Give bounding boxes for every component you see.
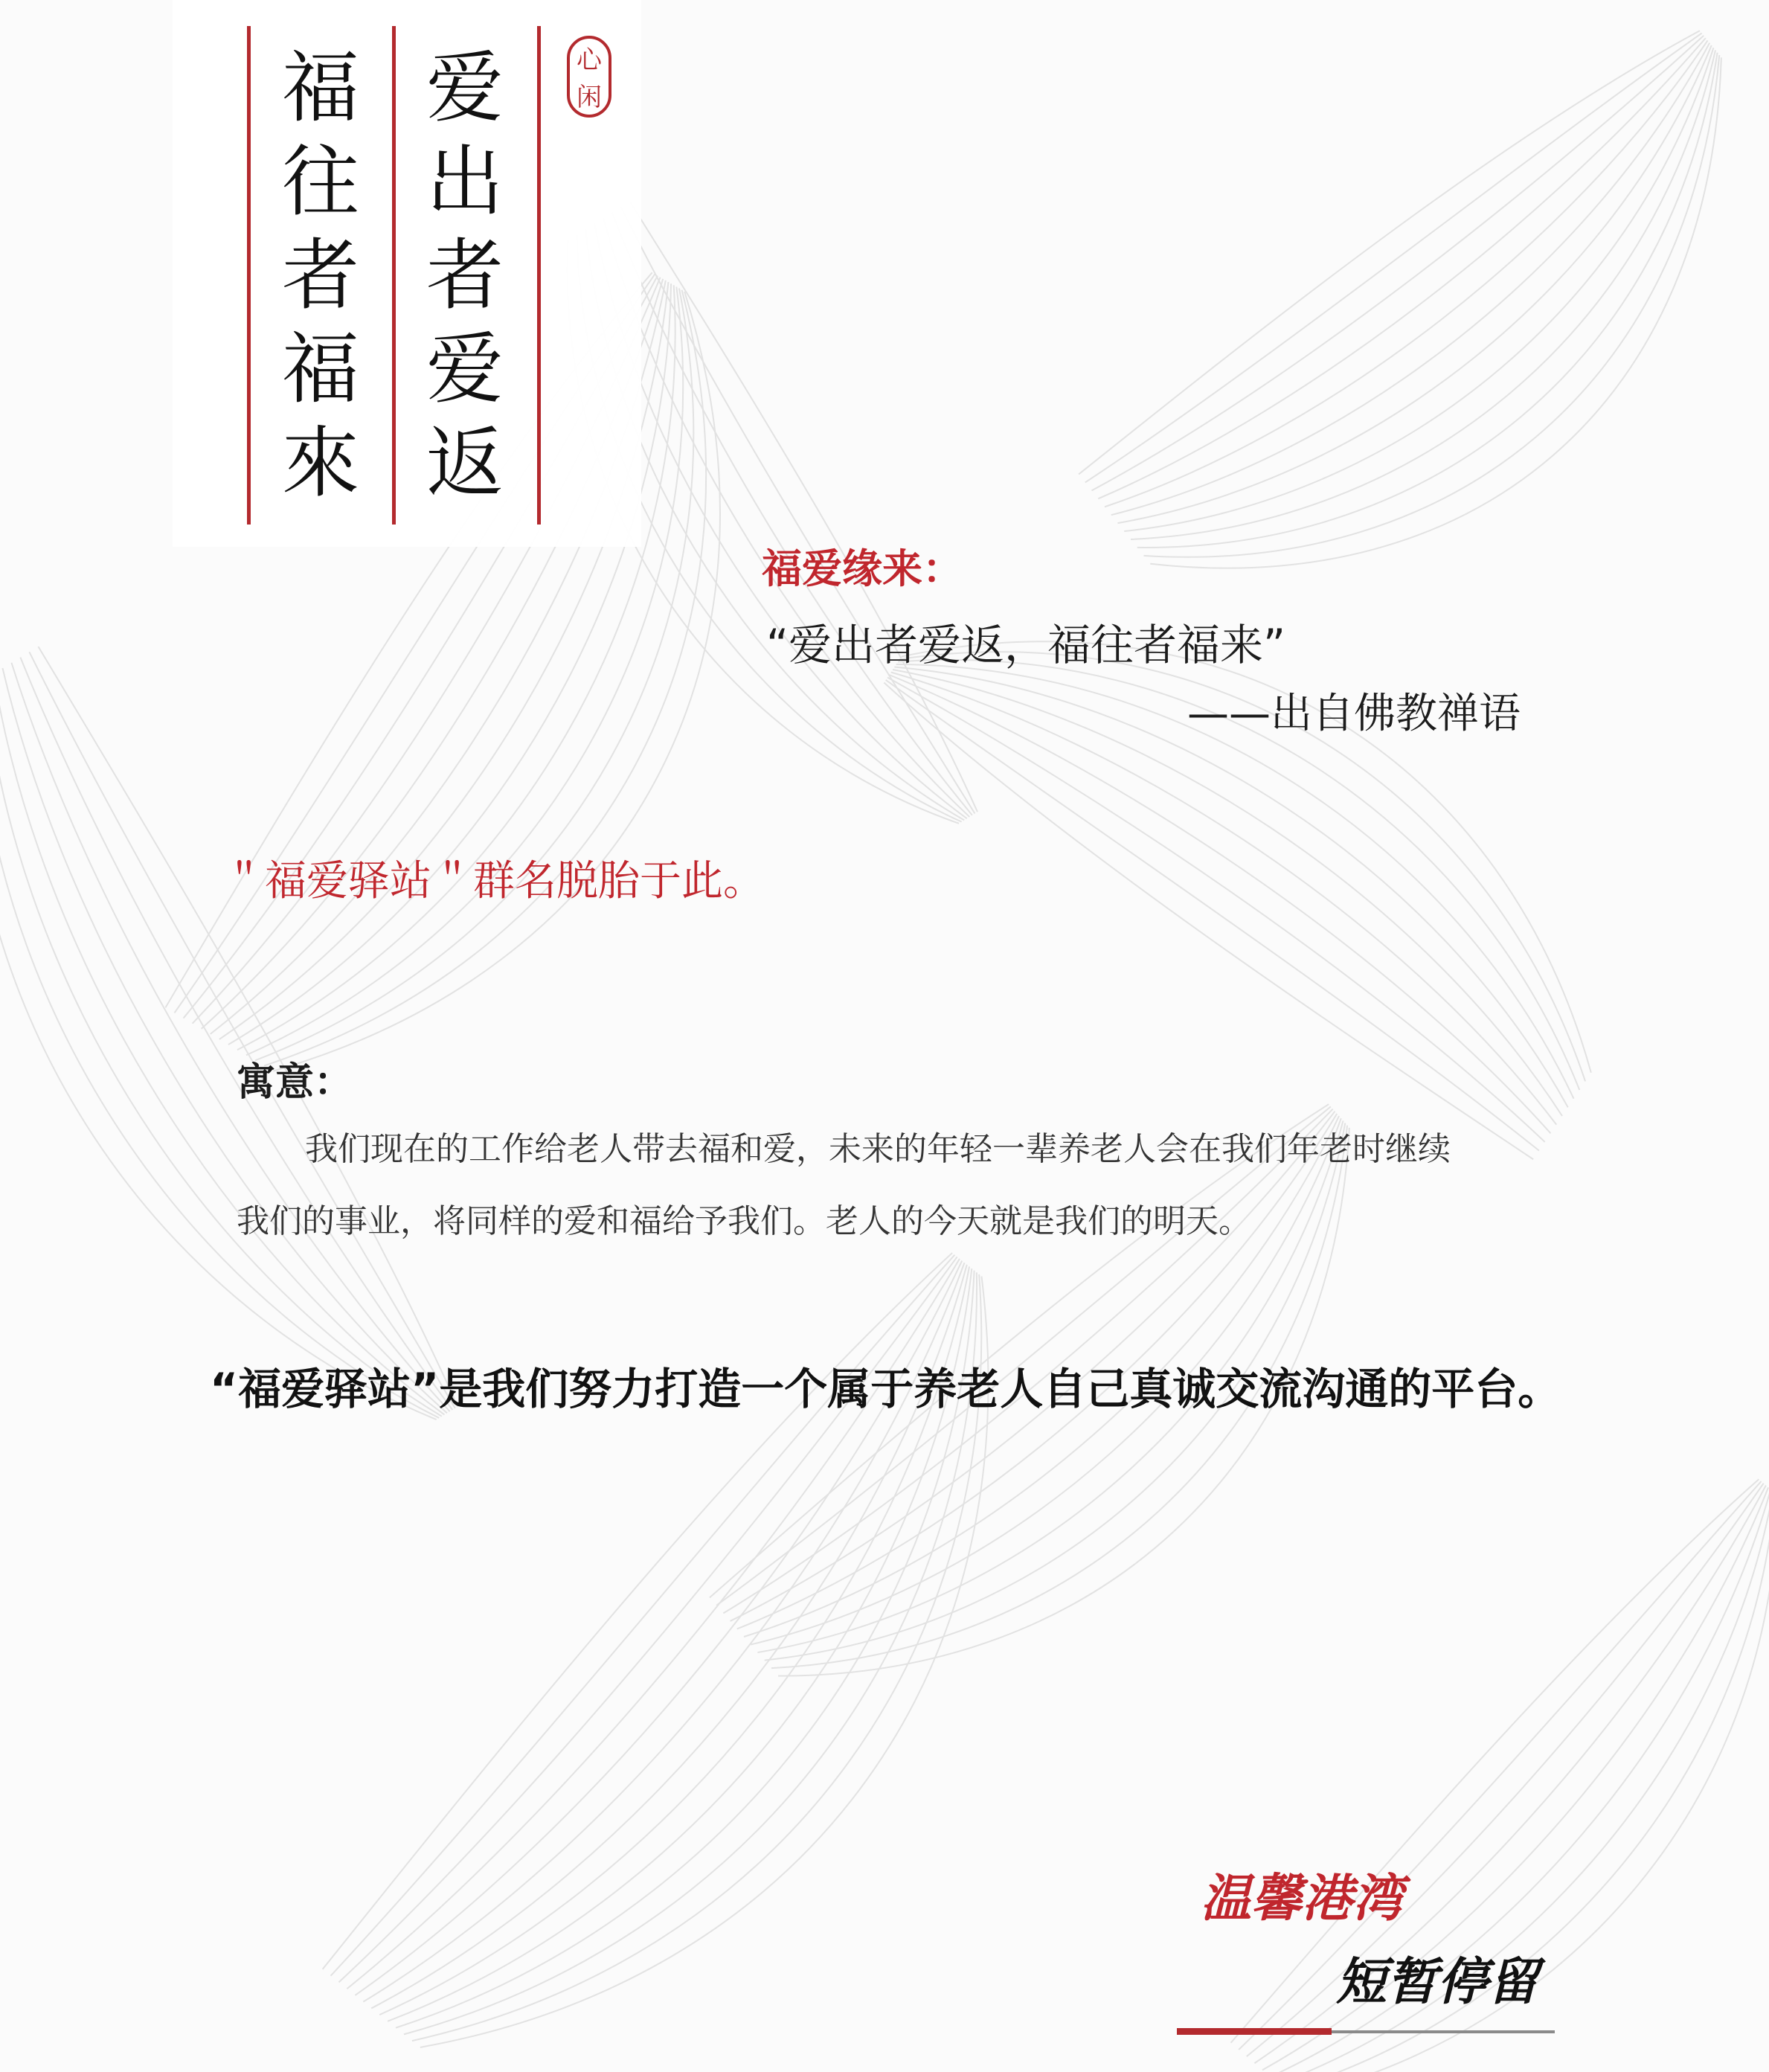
leaf-vein-line [603,218,969,817]
calligraphy-character: 者 [281,230,359,321]
leaf-vein-line [2,668,447,1413]
calligraphy-character: 來 [281,417,359,508]
calligraphy-scroll [173,0,641,547]
leaf-vein-line [1079,31,1700,474]
origin-source: ——出自佛教禅语 [1187,690,1521,738]
red-vertical-rule [537,26,541,525]
calligraphy-character: 福 [281,324,359,414]
calligraphy-character: 爱 [426,42,504,133]
footer-title: 温馨港湾 [1201,1869,1404,1928]
leaf-vein-line [1124,48,1713,531]
meaning-paragraph-line: 我们的事业，将同样的爱和福给予我们。老人的今天就是我们的明天。 [237,1202,1251,1240]
leaf-vein-line [889,675,1550,1133]
origin-quote: “爱出者爱返，福往者福来” [766,620,1286,670]
footer-red-rule [1177,2028,1332,2035]
leaf-vein-line [886,680,1539,1151]
calligraphy-column-left [265,41,376,510]
footer-subtitle: 短暂停留 [1336,1952,1539,2012]
calligraphy-character: 返 [426,417,504,508]
footer-grey-rule [1332,2030,1555,2033]
meaning-heading: 寓意： [237,1060,353,1105]
origin-heading: 福爱缘来： [762,545,963,592]
calligraphy-character: 爱 [426,324,504,414]
red-seal-stamp: 心闲 [567,36,611,118]
meaning-paragraph-line: 我们现在的工作给老人带去福和爱，未来的年轻一辈养老人会在我们年老时继续 [305,1130,1451,1168]
leaf-vein-line [1111,43,1709,516]
leaf-vein-line [1143,55,1719,557]
leaf-vein-line [884,682,1533,1159]
group-name-line: ＂福爱驿站＂群名脱胎于此。 [223,857,765,905]
calligraphy-column-right [409,41,521,510]
calligraphy-character: 往 [281,136,359,227]
red-vertical-rule [392,26,396,525]
leaf-vein-line [29,652,455,1408]
leaf-vein-line [38,647,458,1407]
red-vertical-rule [247,26,251,525]
leaf-vein-line [1117,45,1711,523]
leaf-vein-line [11,663,449,1411]
leaf-vein-line [1137,53,1718,548]
calligraphy-character: 者 [426,230,504,321]
leaf-vein-line [0,684,439,1418]
leaf-vein-line [1092,36,1704,491]
platform-statement: “福爱驿站”是我们努力打造一个属于养老人自己真诚交流沟通的平台。 [210,1364,1561,1414]
leaf-vein-line [0,690,437,1420]
calligraphy-character: 出 [426,136,504,227]
calligraphy-character: 福 [281,42,359,133]
leaf-vein-line [0,679,442,1416]
leaf-vein-line [1098,38,1706,498]
